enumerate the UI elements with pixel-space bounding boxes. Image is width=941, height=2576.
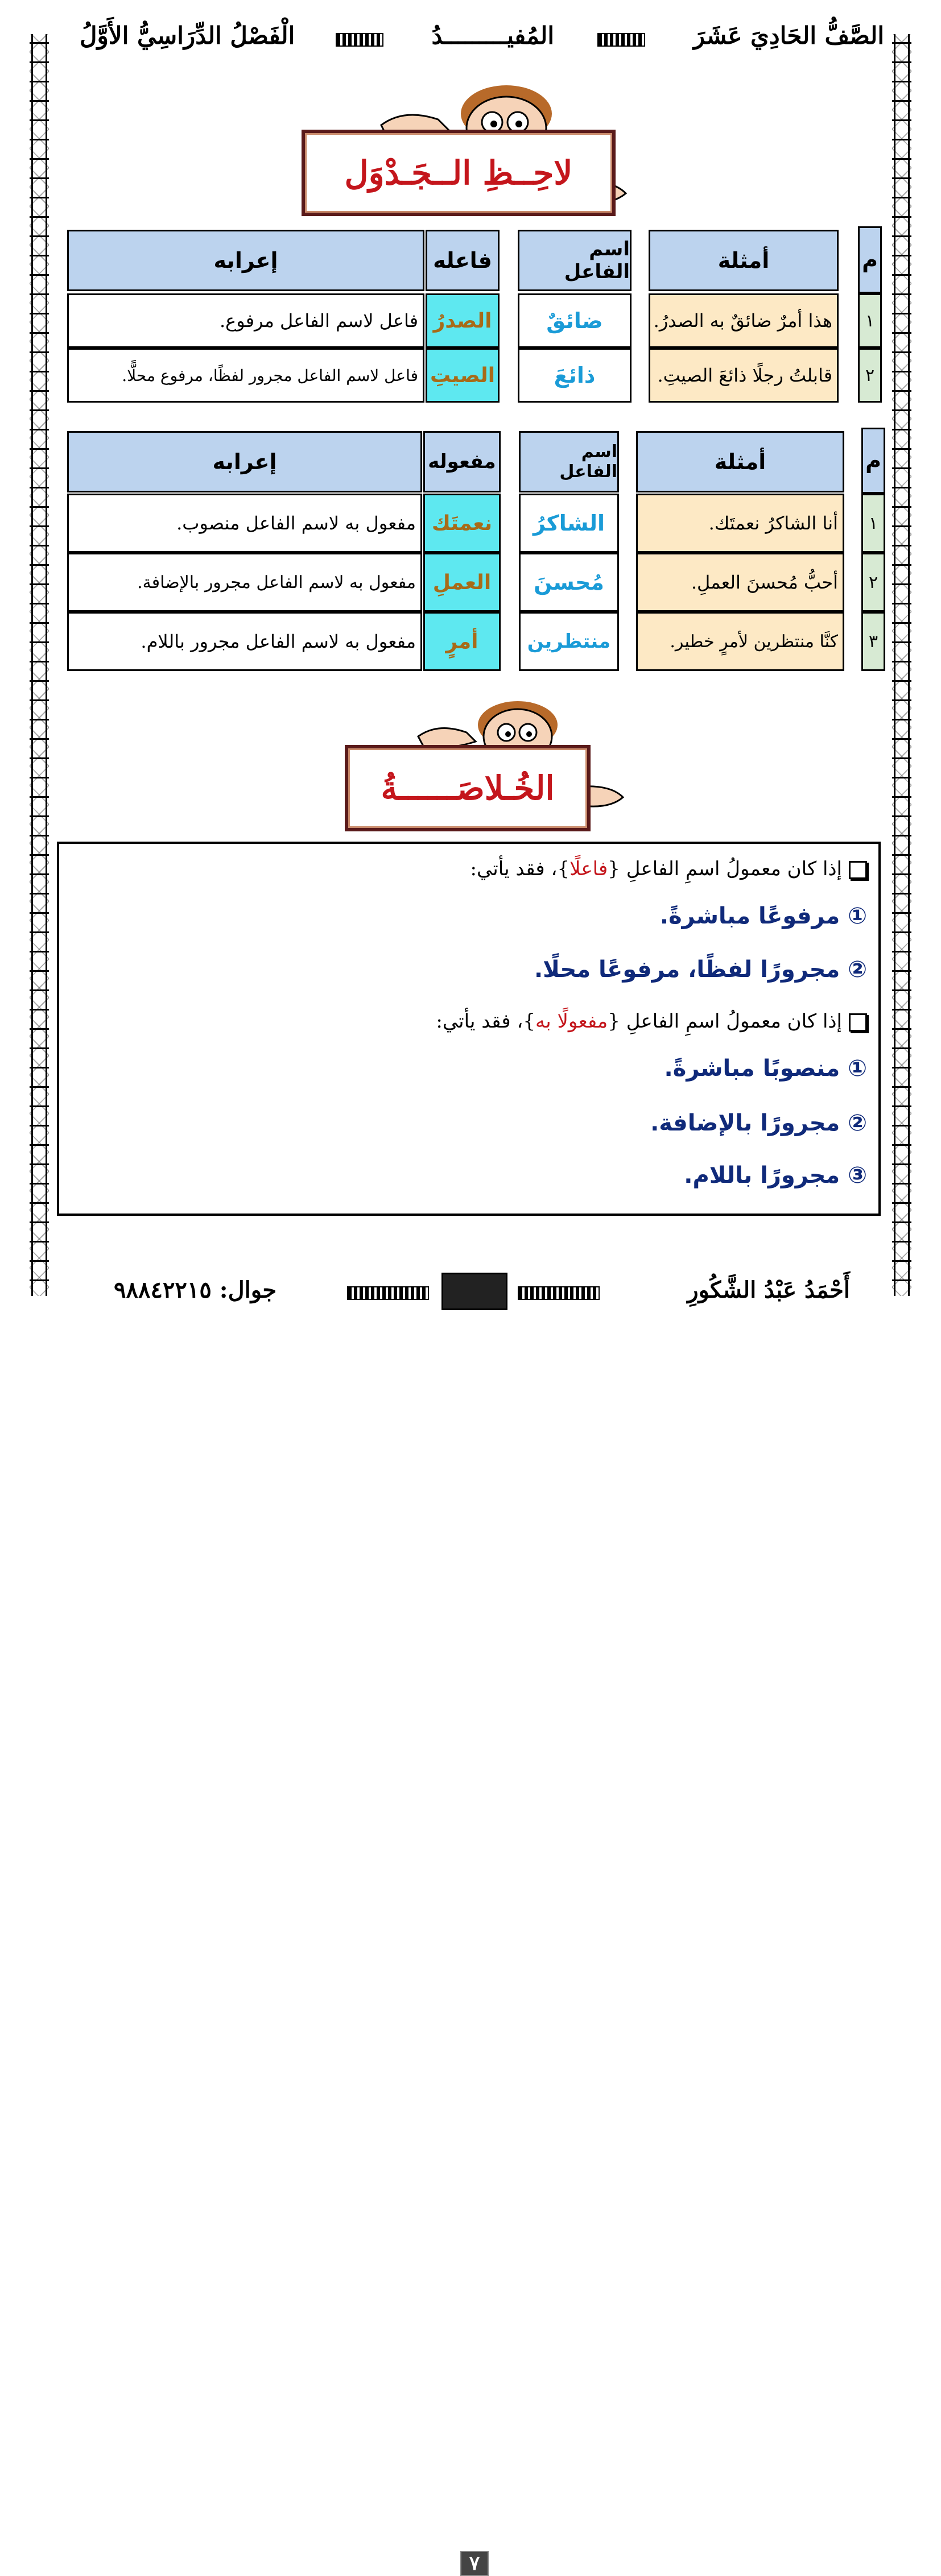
object-cell: العملِ — [423, 553, 501, 612]
checkbox-icon — [849, 861, 867, 879]
footer-ornament — [518, 1286, 600, 1300]
irab-cell: مفعول به لاسم الفاعل مجرور باللام. — [67, 612, 422, 671]
rule-key: مفعولًا به — [535, 1010, 608, 1033]
example-cell: هذا أمرٌ ضائقٌ به الصدرُ. — [649, 293, 839, 348]
row-num: ١ — [861, 494, 885, 553]
irab-cell: مفعول به لاسم الفاعل منصوب. — [67, 494, 422, 553]
row-num: ٢ — [861, 553, 885, 612]
rule-text: إذا كان معمولُ اسمِ الفاعلِ { — [608, 858, 842, 880]
irab-cell: فاعل لاسم الفاعل مرفوع. — [67, 293, 424, 348]
col-header-irab: إعرابه — [67, 431, 422, 492]
rule-maf3ul — [436, 1010, 867, 1033]
left-border-ornament — [30, 34, 49, 1296]
rule-text: }، فقد يأتي: — [436, 1010, 535, 1033]
irab-cell: فاعل لاسم الفاعل مجرور لفظًا، مرفوع محلًّا. — [67, 348, 424, 403]
book-title: المُفيـــــــــدُ — [431, 22, 554, 49]
object-cell: نعمتَك — [423, 494, 501, 553]
actor-cell: الشاكرُ — [519, 494, 619, 553]
page-number-box — [441, 1273, 507, 2575]
col-header-actor: اسم الفاعل — [518, 230, 632, 291]
example-cell: قابلتُ رجلًا ذائعَ الصيتِ. — [649, 348, 839, 403]
col-header-num: م — [861, 428, 885, 494]
rule-item: ② مجرورًا لفظًا، مرفوعًا محلًا. — [534, 956, 867, 983]
term-label: الْفَصْلُ الدِّرَاسِيُّ الأَوَّلُ — [80, 22, 295, 49]
grade-label: الصَّفُّ الحَادِيَ عَشَرَ — [693, 22, 884, 49]
phone-label: جوال: ٩٨٨٤٢٢١٥ — [114, 1277, 277, 1303]
object-cell: أمرٍ — [423, 612, 501, 671]
example-cell: أحبُّ مُحسنَ العملِ. — [636, 553, 844, 612]
actor-cell: ذائعَ — [518, 348, 632, 403]
page-header — [57, 17, 884, 63]
checkbox-icon — [849, 1013, 867, 1032]
observe-title: لاحِــظِ الــجَـدْوَل — [344, 154, 573, 192]
row-num: ٣ — [861, 612, 885, 671]
summary-box — [57, 842, 881, 1216]
col-header-irab: إعرابه — [67, 230, 424, 291]
col-header-examples: أمثلة — [649, 230, 839, 291]
right-border-ornament — [892, 34, 911, 1296]
rule-item: ③ مجرورًا باللام. — [684, 1162, 867, 1188]
irab-cell: مفعول به لاسم الفاعل مجرور بالإضافة. — [67, 553, 422, 612]
subject-cell: الصدرُ — [426, 293, 500, 348]
col-header-examples: أمثلة — [636, 431, 844, 492]
observe-title-board — [302, 130, 616, 216]
row-num: ٢ — [858, 348, 882, 403]
actor-cell: منتظرين — [519, 612, 619, 671]
row-num: ١ — [858, 293, 882, 348]
col-header-subject: فاعله — [426, 230, 500, 291]
actor-cell: مُحسنَ — [519, 553, 619, 612]
author-name: أَحْمَدُ عَبْدُ الشَّكُورِ — [687, 1277, 850, 1303]
subject-cell: الصيتِ — [426, 348, 500, 403]
header-ornament — [597, 33, 645, 47]
col-header-actor: اسم الفاعل — [519, 431, 619, 492]
header-ornament — [336, 33, 383, 47]
col-header-num: م — [858, 226, 882, 293]
rule-item: ① مرفوعًا مباشرةً. — [659, 903, 867, 929]
footer-ornament — [347, 1286, 429, 1300]
example-cell: كنَّا منتظرين لأمرٍ خطير. — [636, 612, 844, 671]
rule-item: ① منصوبًا مباشرةً. — [664, 1055, 867, 1082]
rule-fa3il — [470, 858, 867, 880]
rule-text: }، فقد يأتي: — [470, 858, 570, 880]
summary-title-board — [345, 745, 591, 831]
page-number: ٧ — [460, 2551, 489, 2576]
col-header-object: مفعوله — [423, 431, 501, 492]
summary-title: الخُـلاصَــــــةُ — [381, 769, 555, 807]
rule-text: إذا كان معمولُ اسمِ الفاعلِ { — [608, 1010, 842, 1033]
actor-cell: ضائقٌ — [518, 293, 632, 348]
example-cell: أنا الشاكرُ نعمتَك. — [636, 494, 844, 553]
rule-key: فاعلًا — [569, 858, 608, 880]
rule-item: ② مجرورًا بالإضافة. — [650, 1110, 867, 1136]
